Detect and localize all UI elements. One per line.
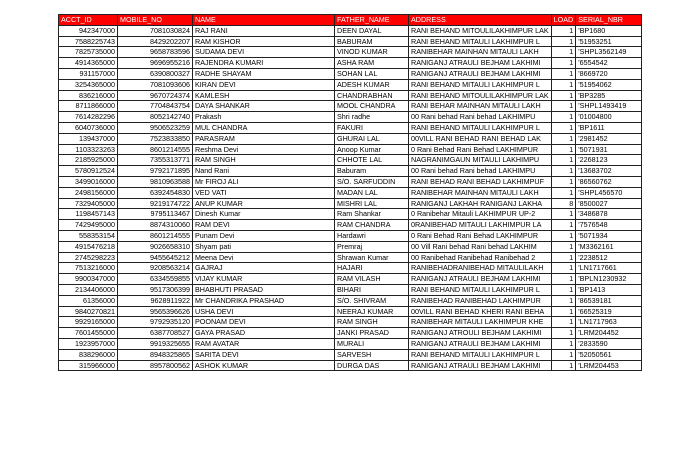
acct-id-cell[interactable]: 7588225743 — [59, 36, 118, 47]
address-cell[interactable]: 00 Rani behad Rani behad LAKHIMPU — [409, 112, 552, 123]
father-name-cell[interactable]: BIHARI — [335, 284, 409, 295]
serial-nbr-cell[interactable]: '6554542 — [576, 58, 642, 69]
mobile-no-cell[interactable]: 8948325865 — [118, 349, 193, 360]
table-row — [59, 47, 642, 58]
acct-id-cell[interactable]: 9929165000 — [59, 317, 118, 328]
father-name-cell[interactable]: MADAN LAL — [335, 187, 409, 198]
address-cell[interactable]: 00 Rani behad Rani behad LAKHIMPU — [409, 166, 552, 177]
table-row — [59, 90, 642, 101]
table-row — [59, 112, 642, 123]
address-cell[interactable]: RANIGANJ ATROULI BEJHAM LAKHIMI — [409, 328, 552, 339]
name-cell[interactable]: Meena Devi — [193, 252, 335, 263]
table-row — [59, 166, 642, 177]
mobile-no-cell[interactable]: 9455645212 — [118, 252, 193, 263]
acct-id-cell[interactable]: 5780912524 — [59, 166, 118, 177]
name-cell[interactable]: RAJENDRA KUMARI — [193, 58, 335, 69]
address-cell[interactable]: 0RANIBEHAD MITAULI LAKHIMPUR LA — [409, 220, 552, 231]
name-cell[interactable]: Prakash — [193, 112, 335, 123]
address-cell[interactable]: RANI BEHAND MITAULI LAKHIMPUR L — [409, 284, 552, 295]
table-row — [59, 284, 642, 295]
address-cell[interactable]: RANIGANJ ATRAULI BEJHAM LAKHIMI — [409, 360, 552, 371]
mobile-no-cell[interactable]: 9658783596 — [118, 47, 193, 58]
acct-id-cell[interactable]: 558353154 — [59, 230, 118, 241]
father-name-cell[interactable]: RAM VILASH — [335, 274, 409, 285]
table-row — [59, 349, 642, 360]
table-row — [59, 133, 642, 144]
address-cell[interactable]: NAGRANIMGAUN MITAULI LAKHIMPU — [409, 155, 552, 166]
serial-nbr-cell[interactable]: '86539181 — [576, 295, 642, 306]
acct-id-cell[interactable]: 4914365000 — [59, 58, 118, 69]
load-cell[interactable]: 1 — [551, 349, 576, 360]
father-name-cell[interactable]: RAM CHANDRA — [335, 220, 409, 231]
table-row — [59, 306, 642, 317]
header-load[interactable]: LOAD — [551, 15, 576, 26]
name-cell[interactable]: RAJ RANI — [193, 25, 335, 36]
address-cell[interactable]: RANI BEHAND MITAULI LAKHIMPUR L — [409, 349, 552, 360]
table-row — [59, 263, 642, 274]
serial-nbr-cell[interactable]: 'LRM204452 — [576, 328, 642, 339]
father-name-cell[interactable]: Baburam — [335, 166, 409, 177]
mobile-no-cell[interactable]: 8874310060 — [118, 220, 193, 231]
name-cell[interactable]: VIJAY KUMAR — [193, 274, 335, 285]
acct-id-cell[interactable]: 7614282296 — [59, 112, 118, 123]
acct-id-cell[interactable]: 2185925000 — [59, 155, 118, 166]
mobile-no-cell[interactable]: 7081093606 — [118, 79, 193, 90]
acct-id-cell[interactable]: 6040736000 — [59, 122, 118, 133]
serial-nbr-cell[interactable]: 'SHPL1493419 — [576, 101, 642, 112]
serial-nbr-cell[interactable]: 'BP1611 — [576, 122, 642, 133]
name-cell[interactable]: Mr FIROJ ALI — [193, 176, 335, 187]
serial-nbr-cell[interactable]: '8500027 — [576, 198, 642, 209]
address-cell[interactable]: RANIBEHAR MITAULI LAKHIMPUR KHE — [409, 317, 552, 328]
name-cell[interactable]: RADHE SHAYAM — [193, 68, 335, 79]
name-cell[interactable]: Nand Rani — [193, 166, 335, 177]
acct-id-cell[interactable]: 9900347000 — [59, 274, 118, 285]
table-row — [59, 338, 642, 349]
father-name-cell[interactable]: CHANDRABHAN — [335, 90, 409, 101]
mobile-no-cell[interactable]: 9810963588 — [118, 176, 193, 187]
acct-id-cell[interactable]: 1198457143 — [59, 209, 118, 220]
mobile-no-cell[interactable]: 9517306399 — [118, 284, 193, 295]
load-cell[interactable]: 1 — [551, 338, 576, 349]
load-cell[interactable]: 1 — [551, 68, 576, 79]
address-cell[interactable]: 00 Vill Rani behad Rani behad LAKHIM — [409, 241, 552, 252]
serial-nbr-cell[interactable]: '2268123 — [576, 155, 642, 166]
address-cell[interactable]: RANIBEHAR MAINHAN MITAULI LAKH — [409, 47, 552, 58]
name-cell[interactable]: POONAM DEVI — [193, 317, 335, 328]
header-mobile-no[interactable]: MOBILE_NO — [118, 15, 193, 26]
name-cell[interactable]: VED VATI — [193, 187, 335, 198]
table-row — [59, 36, 642, 47]
acct-id-cell[interactable]: 3254365000 — [59, 79, 118, 90]
father-name-cell[interactable]: MOOL CHANDRA — [335, 101, 409, 112]
header-address[interactable]: ADDRESS — [409, 15, 552, 26]
table-row — [59, 58, 642, 69]
acct-id-cell[interactable]: 931157000 — [59, 68, 118, 79]
name-cell[interactable]: SARITA DEVI — [193, 349, 335, 360]
address-cell[interactable]: RANIGANJ ATRAULI BEJHAM LAKHIMI — [409, 58, 552, 69]
mobile-no-cell[interactable]: 8601214555 — [118, 144, 193, 155]
father-name-cell[interactable]: DURGA DAS — [335, 360, 409, 371]
serial-nbr-cell[interactable]: '52050561 — [576, 349, 642, 360]
load-cell[interactable]: 1 — [551, 122, 576, 133]
address-cell[interactable]: RANIGANJ ATRAULI BEJHAM LAKHIMI — [409, 274, 552, 285]
father-name-cell[interactable]: MISHRI LAL — [335, 198, 409, 209]
load-cell[interactable]: 1 — [551, 306, 576, 317]
father-name-cell[interactable]: SOHAN LAL — [335, 68, 409, 79]
mobile-no-cell[interactable]: 8601214555 — [118, 230, 193, 241]
father-name-cell[interactable]: ASHA RAM — [335, 58, 409, 69]
mobile-no-cell[interactable]: 6392454830 — [118, 187, 193, 198]
acct-id-cell[interactable]: 7601455000 — [59, 328, 118, 339]
mobile-no-cell[interactable]: 8957800562 — [118, 360, 193, 371]
acct-id-cell[interactable]: 139437000 — [59, 133, 118, 144]
load-cell[interactable]: 1 — [551, 328, 576, 339]
header-serial-nbr[interactable]: SERIAL_NBR — [576, 15, 642, 26]
load-cell[interactable]: 1 — [551, 284, 576, 295]
address-cell[interactable]: RANI BEHAND MITOULILAKHIMPUR LAK — [409, 90, 552, 101]
serial-nbr-cell[interactable]: '86560762 — [576, 176, 642, 187]
mobile-no-cell[interactable]: 9792935120 — [118, 317, 193, 328]
name-cell[interactable]: DAYA SHANKAR — [193, 101, 335, 112]
name-cell[interactable]: Mr CHANDRIKA PRASHAD — [193, 295, 335, 306]
father-name-cell[interactable]: Shrawan Kumar — [335, 252, 409, 263]
address-cell[interactable]: RANI BEHAND MITOULILAKHIMPUR LAK — [409, 25, 552, 36]
table-row — [59, 198, 642, 209]
father-name-cell[interactable]: Anoop Kumar — [335, 144, 409, 155]
father-name-cell[interactable]: MURALI — [335, 338, 409, 349]
load-cell[interactable]: 1 — [551, 230, 576, 241]
address-cell[interactable]: RANI BEHAD RANI BEHAD LAKHIMPUF — [409, 176, 552, 187]
address-cell[interactable]: 00VILL RANI BEHAD KHERI RANI BEHA — [409, 306, 552, 317]
load-cell[interactable]: 1 — [551, 36, 576, 47]
father-name-cell[interactable]: ADESH KUMAR — [335, 79, 409, 90]
serial-nbr-cell[interactable]: 'BP1680 — [576, 25, 642, 36]
serial-nbr-cell[interactable]: '51953251 — [576, 36, 642, 47]
table-row — [59, 155, 642, 166]
serial-nbr-cell[interactable]: 'BP1413 — [576, 284, 642, 295]
acct-id-cell[interactable]: 7513216000 — [59, 263, 118, 274]
serial-nbr-cell[interactable]: 'LRM204453 — [576, 360, 642, 371]
load-cell[interactable]: 1 — [551, 112, 576, 123]
table-row — [59, 220, 642, 231]
load-cell[interactable]: 1 — [551, 263, 576, 274]
address-cell[interactable]: 0 Rani Behad Rani Behad LAKHIMPUR — [409, 230, 552, 241]
name-cell[interactable]: Reshma Devi — [193, 144, 335, 155]
serial-nbr-cell[interactable]: '3486878 — [576, 209, 642, 220]
serial-nbr-cell[interactable]: 'LN1717661 — [576, 263, 642, 274]
load-cell[interactable]: 1 — [551, 25, 576, 36]
address-cell[interactable]: RANIGANJ LAKHAH RANIGANJ LAKHA — [409, 198, 552, 209]
serial-nbr-cell[interactable]: '8669720 — [576, 68, 642, 79]
father-name-cell[interactable]: BABURAM — [335, 36, 409, 47]
address-cell[interactable]: RANI BEHAND MITAULI LAKHIMPUR L — [409, 79, 552, 90]
address-cell[interactable]: RANI BEHAR MAINHAN MITAULI LAKH — [409, 101, 552, 112]
mobile-no-cell[interactable]: 6334559855 — [118, 274, 193, 285]
mobile-no-cell[interactable]: 7081030824 — [118, 25, 193, 36]
father-name-cell[interactable]: HAJARI — [335, 263, 409, 274]
father-name-cell[interactable]: SARVESH — [335, 349, 409, 360]
header-acct-id[interactable]: ACCT_ID — [59, 15, 118, 26]
table-row — [59, 187, 642, 198]
father-name-cell[interactable]: Shri radhe — [335, 112, 409, 123]
father-name-cell[interactable]: FAKURI — [335, 122, 409, 133]
mobile-no-cell[interactable]: 9506523259 — [118, 122, 193, 133]
address-cell[interactable]: RANI BEHAND MITAULI LAKHIMPUR L — [409, 122, 552, 133]
father-name-cell[interactable]: Hardawri — [335, 230, 409, 241]
serial-nbr-cell[interactable]: '2238512 — [576, 252, 642, 263]
acct-id-cell[interactable]: 838296000 — [59, 349, 118, 360]
father-name-cell[interactable]: NEERAJ KUMAR — [335, 306, 409, 317]
load-cell[interactable]: 1 — [551, 58, 576, 69]
load-cell[interactable]: 1 — [551, 101, 576, 112]
name-cell[interactable]: BHABHUTI PRASAD — [193, 284, 335, 295]
table-row — [59, 230, 642, 241]
address-cell[interactable]: 0 Rani Behad Rani Behad LAKHIMPUR — [409, 144, 552, 155]
mobile-no-cell[interactable]: 7704843754 — [118, 101, 193, 112]
acct-id-cell[interactable]: 7825735000 — [59, 47, 118, 58]
table-row — [59, 122, 642, 133]
mobile-no-cell[interactable]: 9792171895 — [118, 166, 193, 177]
mobile-no-cell[interactable]: 7523833850 — [118, 133, 193, 144]
mobile-no-cell[interactable]: 9628911922 — [118, 295, 193, 306]
acct-id-cell[interactable]: 7429495000 — [59, 220, 118, 231]
name-cell[interactable]: GAJRAJ — [193, 263, 335, 274]
acct-id-cell[interactable]: 315966000 — [59, 360, 118, 371]
name-cell[interactable]: RAM KISHOR — [193, 36, 335, 47]
load-cell[interactable]: 1 — [551, 47, 576, 58]
address-cell[interactable]: RANIBEHADRANIBEHAD MITAULILAKH — [409, 263, 552, 274]
table-row — [59, 209, 642, 220]
name-cell[interactable]: KAMLESH — [193, 90, 335, 101]
serial-nbr-cell[interactable]: 'SHPL3562149 — [576, 47, 642, 58]
mobile-no-cell[interactable]: 9696955216 — [118, 58, 193, 69]
load-cell[interactable]: 1 — [551, 187, 576, 198]
table-row — [59, 274, 642, 285]
table-row — [59, 79, 642, 90]
name-cell[interactable]: PARASRAM — [193, 133, 335, 144]
table-row — [59, 252, 642, 263]
name-cell[interactable]: Punam Devi — [193, 230, 335, 241]
name-cell[interactable]: ANUP KUMAR — [193, 198, 335, 209]
name-cell[interactable]: RAM SINGH — [193, 155, 335, 166]
serial-nbr-cell[interactable]: 'LN1717963 — [576, 317, 642, 328]
load-cell[interactable]: 1 — [551, 252, 576, 263]
table-row — [59, 241, 642, 252]
address-cell[interactable]: RANI BEHAND MITAULI LAKHIMPUR L — [409, 36, 552, 47]
acct-id-cell[interactable]: 9840270821 — [59, 306, 118, 317]
father-name-cell[interactable]: JANKI PRASAD — [335, 328, 409, 339]
acct-id-cell[interactable]: 836216000 — [59, 90, 118, 101]
serial-nbr-cell[interactable]: '2833590 — [576, 338, 642, 349]
header-row — [59, 15, 642, 26]
father-name-cell[interactable]: VINOD KUMAR — [335, 47, 409, 58]
table-body — [59, 25, 642, 371]
serial-nbr-cell[interactable]: 'SHPL456570 — [576, 187, 642, 198]
name-cell[interactable]: KIRAN DEVI — [193, 79, 335, 90]
acct-id-cell[interactable]: 1103323263 — [59, 144, 118, 155]
father-name-cell[interactable]: Premraj — [335, 241, 409, 252]
serial-nbr-cell[interactable]: '5071931 — [576, 144, 642, 155]
mobile-no-cell[interactable]: 9795113467 — [118, 209, 193, 220]
address-cell[interactable]: 00 Ranibehad Ranibehad Ranibehad 2 — [409, 252, 552, 263]
mobile-no-cell[interactable]: 7355313771 — [118, 155, 193, 166]
load-cell[interactable]: 1 — [551, 241, 576, 252]
name-cell[interactable]: ASHOK KUMAR — [193, 360, 335, 371]
table-row — [59, 328, 642, 339]
table-row — [59, 25, 642, 36]
acct-id-cell[interactable]: 61356000 — [59, 295, 118, 306]
table-row — [59, 144, 642, 155]
spreadsheet — [58, 14, 642, 371]
mobile-no-cell[interactable]: 9919325655 — [118, 338, 193, 349]
name-cell[interactable]: GAYA PRASAD — [193, 328, 335, 339]
acct-id-cell[interactable]: 8711866000 — [59, 101, 118, 112]
mobile-no-cell[interactable]: 9026658310 — [118, 241, 193, 252]
header-name[interactable]: NAME — [193, 15, 335, 26]
mobile-no-cell[interactable]: 6390800327 — [118, 68, 193, 79]
acct-id-cell[interactable]: 2498156000 — [59, 187, 118, 198]
load-cell[interactable]: 1 — [551, 79, 576, 90]
name-cell[interactable]: RAM AVATAR — [193, 338, 335, 349]
acct-id-cell[interactable]: 942347000 — [59, 25, 118, 36]
serial-nbr-cell[interactable]: '51954062 — [576, 79, 642, 90]
address-cell[interactable]: RANIGANJ ATRAULI BEJHAM LAKHIMI — [409, 338, 552, 349]
mobile-no-cell[interactable]: 9219174722 — [118, 198, 193, 209]
serial-nbr-cell[interactable]: 'BP3285 — [576, 90, 642, 101]
load-cell[interactable]: 1 — [551, 295, 576, 306]
table-row — [59, 295, 642, 306]
father-name-cell[interactable]: CHHOTE LAL — [335, 155, 409, 166]
address-cell[interactable]: RANIBEHAD RANIBEHAD LAKHIMPUR — [409, 295, 552, 306]
load-cell[interactable]: 1 — [551, 209, 576, 220]
address-cell[interactable]: RANIGANJ ATRAULI BEJHAM LAKHIMI — [409, 68, 552, 79]
father-name-cell[interactable]: S/O. SARFUDDIN — [335, 176, 409, 187]
name-cell[interactable]: USHA DEVI — [193, 306, 335, 317]
load-cell[interactable]: 8 — [551, 198, 576, 209]
serial-nbr-cell[interactable]: 'BPLN1230932 — [576, 274, 642, 285]
load-cell[interactable]: 1 — [551, 220, 576, 231]
acct-id-cell[interactable]: 2134406000 — [59, 284, 118, 295]
name-cell[interactable]: RAM DEVI — [193, 220, 335, 231]
serial-nbr-cell[interactable]: '13683702 — [576, 166, 642, 177]
father-name-cell[interactable]: RAM SINGH — [335, 317, 409, 328]
table-row — [59, 101, 642, 112]
serial-nbr-cell[interactable]: '66525319 — [576, 306, 642, 317]
load-cell[interactable]: 1 — [551, 133, 576, 144]
father-name-cell[interactable]: GHURAI LAL — [335, 133, 409, 144]
serial-nbr-cell[interactable]: 'M3362161 — [576, 241, 642, 252]
table-row — [59, 317, 642, 328]
load-cell[interactable]: 1 — [551, 317, 576, 328]
load-cell[interactable]: 1 — [551, 155, 576, 166]
acct-id-cell[interactable]: 3499016000 — [59, 176, 118, 187]
serial-nbr-cell[interactable]: '01004800 — [576, 112, 642, 123]
address-cell[interactable]: RANIBEHAR MAINHAN MITAULI LAKH — [409, 187, 552, 198]
father-name-cell[interactable]: Ram Shankar — [335, 209, 409, 220]
mobile-no-cell[interactable]: 9565396626 — [118, 306, 193, 317]
load-cell[interactable]: 1 — [551, 176, 576, 187]
mobile-no-cell[interactable]: 9670724374 — [118, 90, 193, 101]
accounts-table — [58, 14, 642, 371]
name-cell[interactable]: Shyam pati — [193, 241, 335, 252]
address-cell[interactable]: 00VILL RANI BEHAD RANI BEHAD LAK — [409, 133, 552, 144]
load-cell[interactable]: 1 — [551, 144, 576, 155]
mobile-no-cell[interactable]: 9208563214 — [118, 263, 193, 274]
father-name-cell[interactable]: S/O. SHIVRAM — [335, 295, 409, 306]
serial-nbr-cell[interactable]: '2981452 — [576, 133, 642, 144]
table-row — [59, 68, 642, 79]
father-name-cell[interactable]: DEEN DAYAL — [335, 25, 409, 36]
name-cell[interactable]: MUL CHANDRA — [193, 122, 335, 133]
serial-nbr-cell[interactable]: '5071934 — [576, 230, 642, 241]
name-cell[interactable]: Dinesh Kumar — [193, 209, 335, 220]
serial-nbr-cell[interactable]: '7576548 — [576, 220, 642, 231]
load-cell[interactable]: 1 — [551, 360, 576, 371]
table-row — [59, 360, 642, 371]
load-cell[interactable]: 1 — [551, 166, 576, 177]
acct-id-cell[interactable]: 7329405000 — [59, 198, 118, 209]
acct-id-cell[interactable]: 4915476218 — [59, 241, 118, 252]
mobile-no-cell[interactable]: 6387708527 — [118, 328, 193, 339]
header-father-name[interactable]: FATHER_NAME — [335, 15, 409, 26]
load-cell[interactable]: 1 — [551, 274, 576, 285]
table-row — [59, 176, 642, 187]
address-cell[interactable]: 0 Ranibehar Mitauli LAKHIMPUR UP-2 — [409, 209, 552, 220]
mobile-no-cell[interactable]: 8429202207 — [118, 36, 193, 47]
acct-id-cell[interactable]: 2745298223 — [59, 252, 118, 263]
load-cell[interactable]: 1 — [551, 90, 576, 101]
acct-id-cell[interactable]: 1923957000 — [59, 338, 118, 349]
mobile-no-cell[interactable]: 8052142740 — [118, 112, 193, 123]
name-cell[interactable]: SUDAMA DEVI — [193, 47, 335, 58]
